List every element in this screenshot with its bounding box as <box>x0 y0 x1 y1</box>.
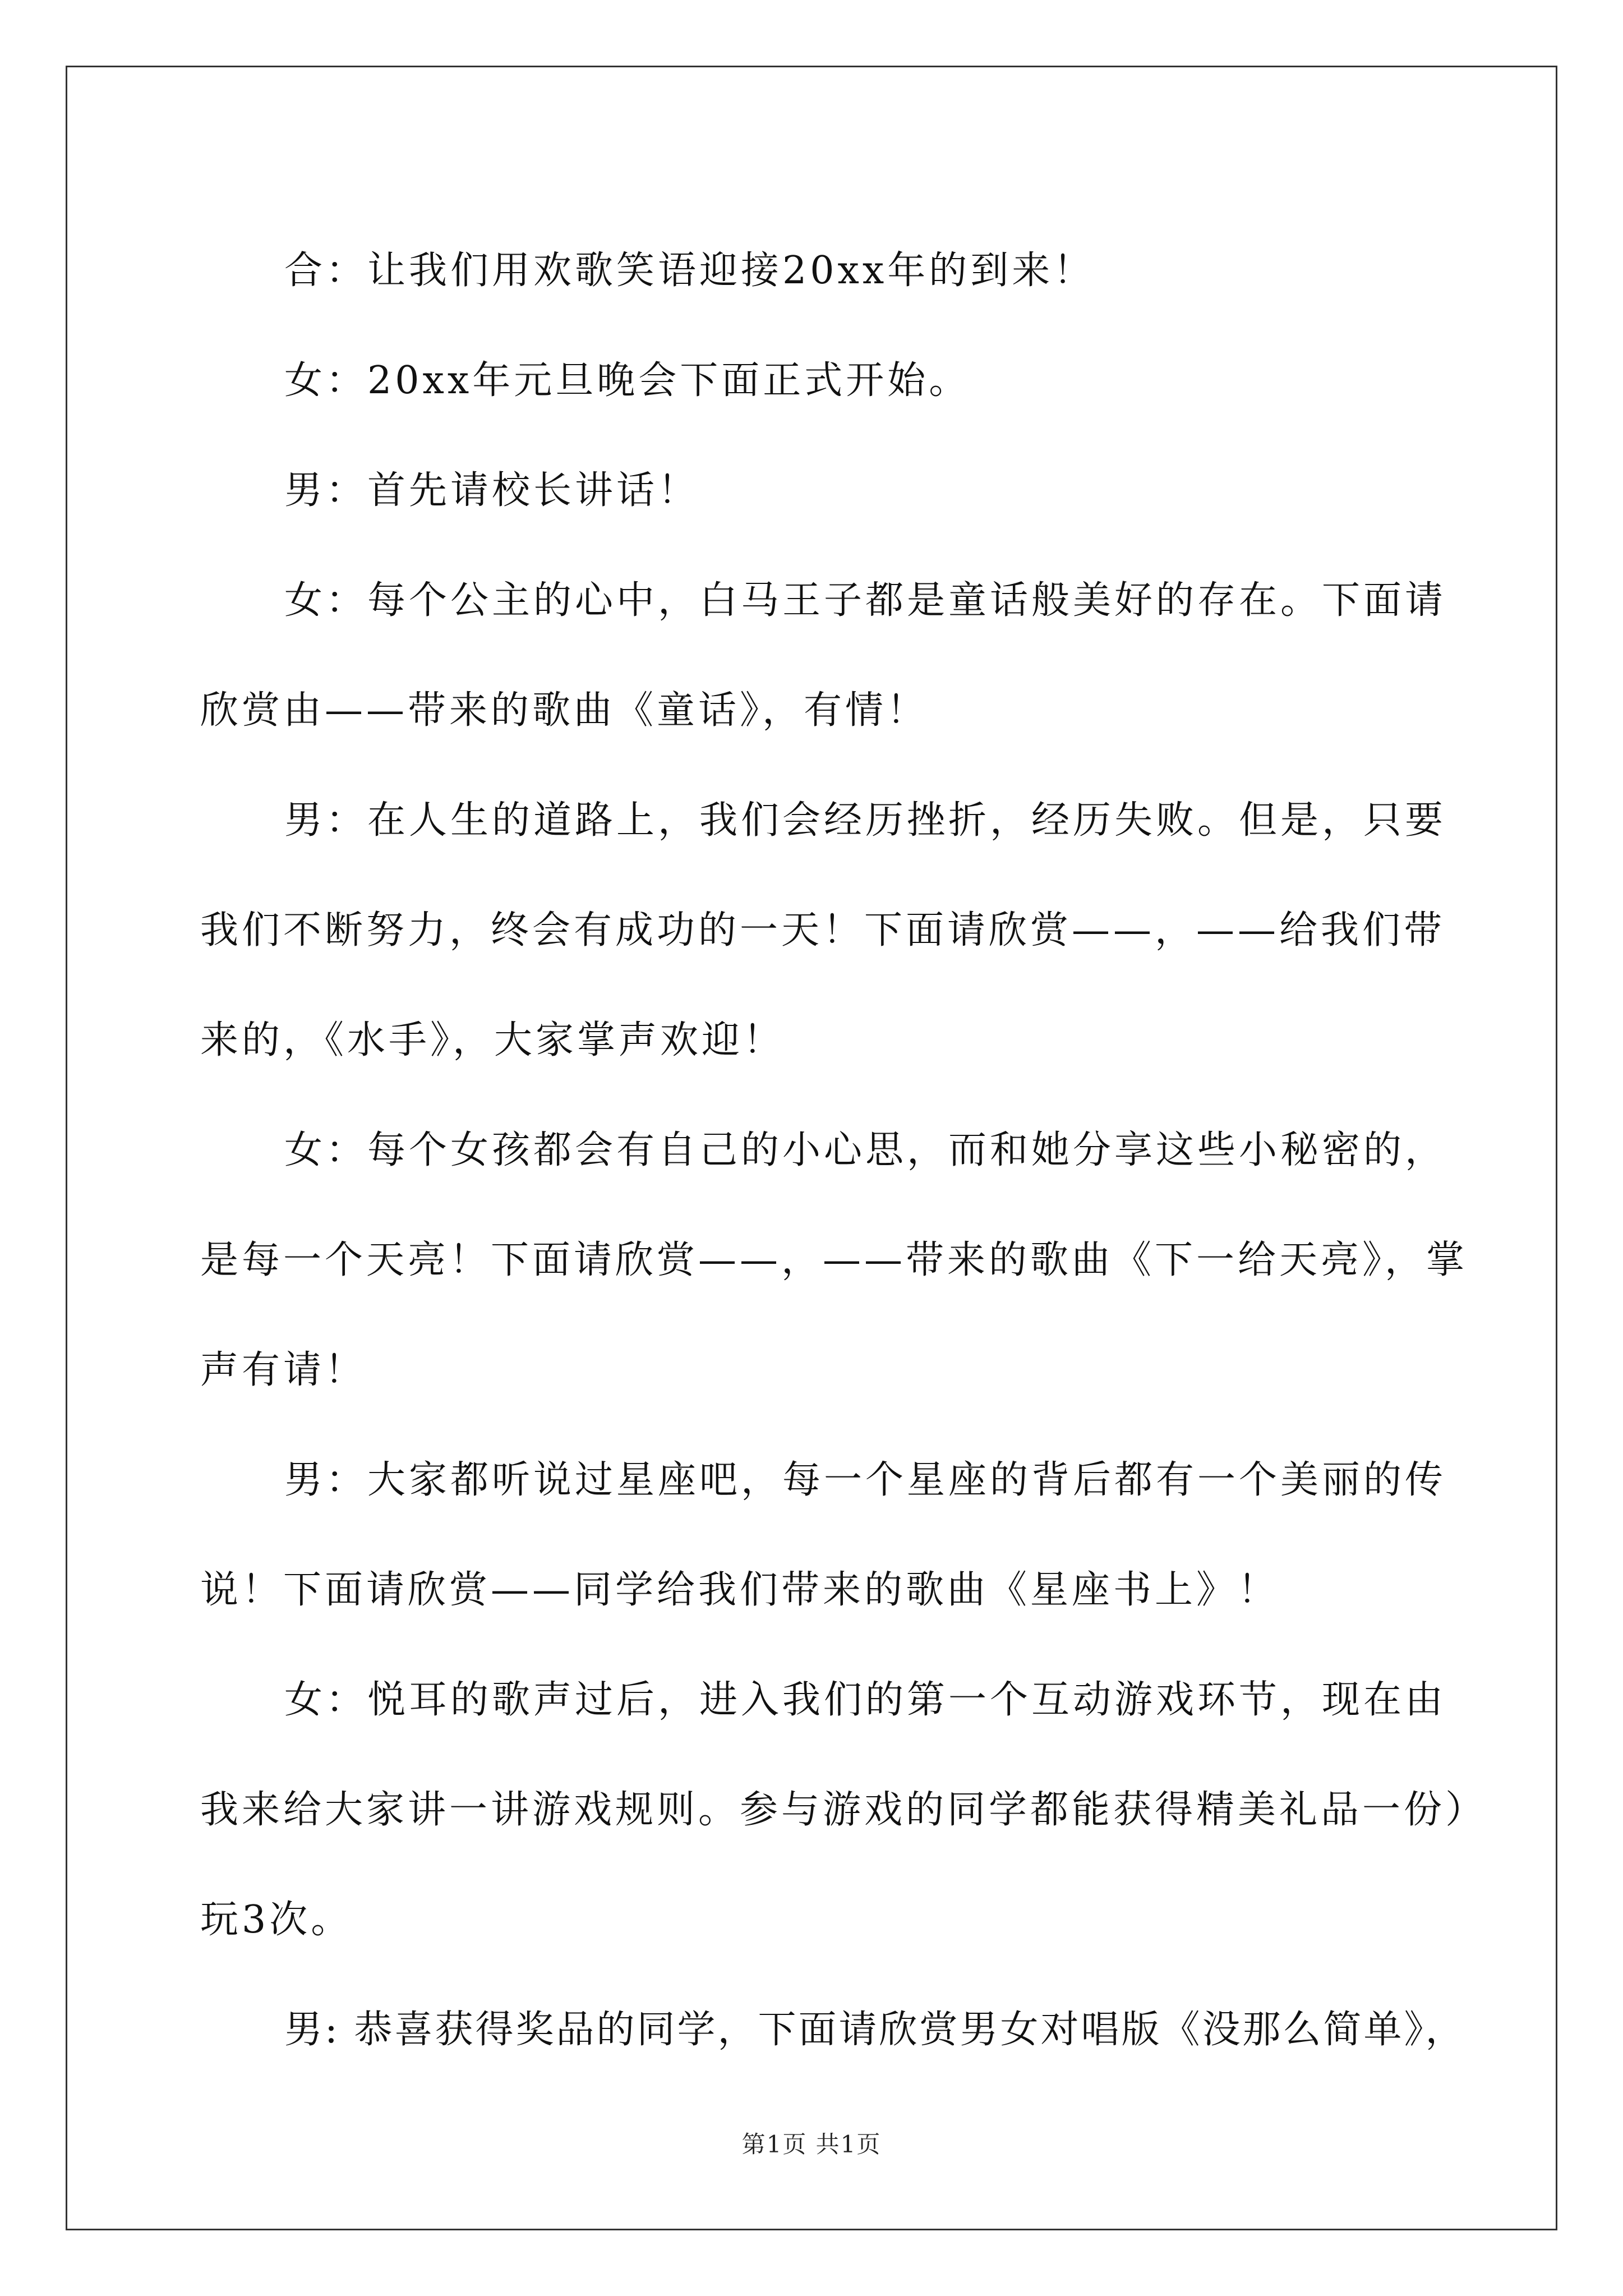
paragraph-3: 男：首先请校长讲话！ <box>284 468 700 513</box>
page-footer: 第1页 共1页 <box>741 2131 882 2158</box>
paragraph-5: 男：在人生的道路上，我们会经历挫折，经历失败。但是，只要我们不断努力，终会有成功的一天！下面请欣赏——，——给我们带来的，《水手》，大家掌声欢迎！ <box>200 798 1447 1062</box>
paragraph-4: 女：每个公主的心中，白马王子都是童话般美好的存在。下面请欣赏由——带来的歌曲《童话》，有情！ <box>200 578 1447 733</box>
paragraph-7: 男：大家都听说过星座吧，每一个星座的背后都有一个美丽的传说！下面请欣赏——同学给我们带来的歌曲《星座书上》！ <box>200 1458 1447 1612</box>
paragraph-9: 男: 恭喜获得奖品的同学，下面请欣赏男女对唱版《没那么简单》， <box>284 2008 1466 2052</box>
paragraph-2: 女：20xx年元旦晚会下面正式开始。 <box>284 358 971 403</box>
paragraph-8: 女：悦耳的歌声过后，进入我们的第一个互动游戏环节，现在由我来给大家讲一讲游戏规则。参与游戏的同学都能获得精美礼品一份）玩3次。 <box>200 1678 1468 1942</box>
document-body <box>200 216 1479 2085</box>
paragraph-6: 女：每个女孩都会有自己的小心思，而和她分享这些小秘密的，是每一个天亮！下面请欣赏——，——带来的歌曲《下一给天亮》，掌声有请！ <box>200 1128 1468 1392</box>
paragraph-1: 合：让我们用欢歌笑语迎接20xx年的到来！ <box>284 249 1095 293</box>
